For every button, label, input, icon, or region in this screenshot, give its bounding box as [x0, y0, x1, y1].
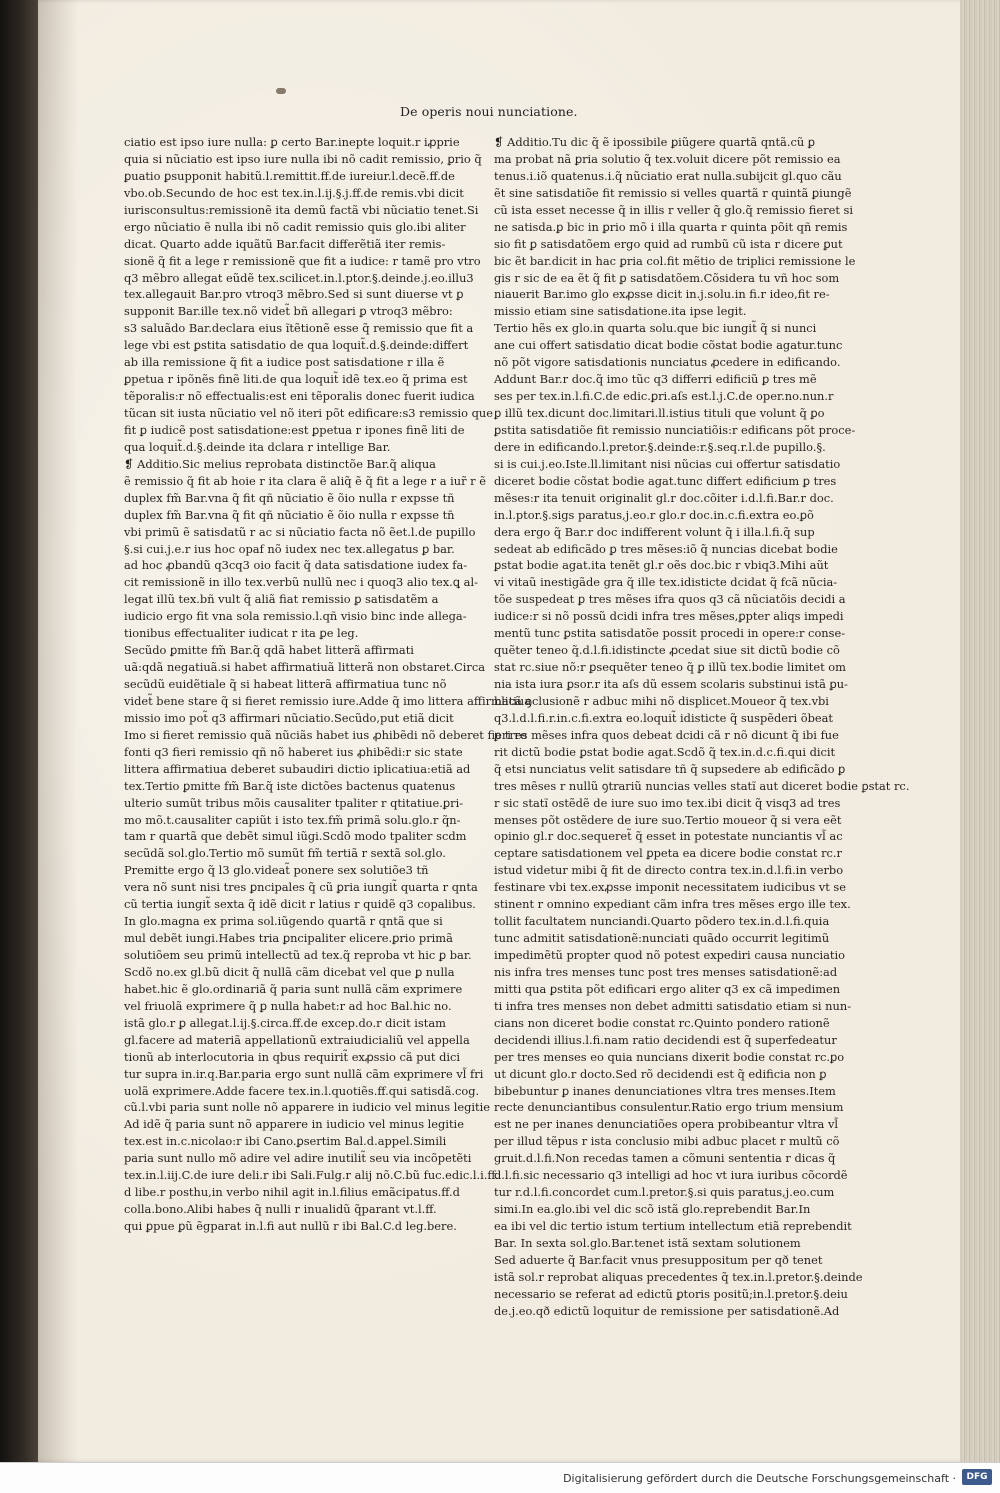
text-line: littera affirmatiua deberet subaudiri dictio iplicatiua:etiã ad — [124, 761, 471, 776]
text-line: nia ista iura ꝑsor.r ita aſs dũ essem scolaris substinui istã ꝑu- — [494, 677, 848, 691]
text-line: missio imo pot̃ q3 affirmari nũciatio.Secũdo,put etiã dicit — [124, 710, 454, 725]
book-binding-edge — [0, 0, 38, 1462]
text-line: d libe.r posthu,in verbo nihil agit in.l.filius emãcipatus.ff.d — [124, 1185, 460, 1200]
text-line: dera ergo q̃ Bar.r doc indifferent volunt q̃ i illa.l.fi.q̃ sup — [494, 524, 815, 539]
text-line: istã glo.r ꝑ allegat.l.ij.§.circa.ff.de excep.do.r dicit istam — [124, 1015, 446, 1030]
text-line: Scdõ no.ex gl.bũ dicit q̃ nullã cãm dicebat vel que ꝑ nulla — [124, 964, 455, 979]
text-line: vbo.ob.Secundo de hoc est tex.in.l.ij.§.j.ff.de remis.vbi dicit — [124, 185, 464, 200]
text-line: mo mõ.t.causaliter capiũt i isto tex.fm̃ primã solu.glo.r q̃n- — [124, 812, 461, 827]
text-line: dere in edificando.l.pretor.§.deinde:r.§.seq.r.l.de pupillo.§. — [494, 439, 826, 454]
text-line: necessario se referat ad edictũ ꝑtoris positũ;in.l.pretor.§.deiu — [494, 1286, 848, 1301]
text-line: ❡ Additio.Sic melius reprobata distinctõe Bar.q̃ aliqua — [124, 456, 436, 471]
text-line: secũdũ euidẽtiale q̃ si habeat litterã affirmatiua tunc nõ — [124, 677, 447, 691]
text-line: diceret bodie cõstat bodie agat.tunc differt edificium ꝑ tres — [494, 473, 837, 488]
text-line: d.l.fi.sic necessario q3 intelligi ad hoc vt iura iuribus cõcordẽ — [494, 1168, 848, 1183]
text-line: habet.hic ẽ glo.ordinariã q̃ paria sunt nullã cãm exprimere — [124, 981, 463, 996]
text-line: Sed aduerte q̃ Bar.facit vnus presuppositum per qð tenet — [494, 1252, 823, 1267]
text-line: tionibus effectualiter iudicat r ita ꝑe leg. — [124, 626, 359, 641]
text-line: ꝑstita satisdatiõe fit remissio nunciatiõis:r edificans põt proce- — [494, 422, 856, 437]
text-line: q3 mẽbro allegat eũdẽ tex.scilicet.in.l.ptor.§.deinde.j.eo.illu3 — [124, 270, 474, 285]
text-line: ma probat nã ꝑria solutio q̃ tex.voluit dicere põt remissio ea — [494, 151, 841, 166]
text-line: ẽ remissio q̃ fit ab hoie r ita clara ẽ aliq̃ ẽ q̃ fit a lege r a iur̃ r ẽ — [124, 473, 486, 488]
text-line: cũ tertia iungit̃ sexta q̃ idẽ dicit r latius r quidẽ q3 copalibus. — [124, 897, 476, 912]
text-line: de.j.eo.qð edictũ loquitur de remissione per satisdationẽ.Ad — [494, 1303, 840, 1318]
text-line: sionẽ q̃ fit a lege r remissionẽ que fit a iudice: r tamẽ pro vtro — [124, 253, 481, 268]
text-line: ꝑ illũ tex.dicunt doc.limitari.ll.istius tituli que volunt q̃ ꝑo — [494, 406, 825, 420]
text-line: blicã ꝯclusionẽ r adbuc mihi nõ displicet.Moueor q̃ tex.vbi — [494, 693, 829, 708]
text-line: sio fit ꝑ satisdatõem ergo quid ad rumbũ cũ ista r dicere ꝑut — [494, 236, 843, 251]
text-line: duplex fm̃ Bar.vna q̃ fit qñ nũciatio ẽ õio nulla r expsse tñ — [124, 490, 455, 505]
text-line: Secũdo ꝑmitte fm̃ Bar.q̃ qdã habet litterã affirmati — [124, 643, 414, 658]
text-line: missio etiam sine satisdatione.ita ipse legit. — [494, 304, 747, 319]
text-line: tẽporalis:r nõ effectualis:est eni tẽporalis donec fuerit iudica — [124, 389, 475, 404]
text-line: mentũ tunc ꝑstita satisdatõe possit procedi in opere:r conse- — [494, 626, 846, 641]
text-line: tex.allegauit Bar.pro vtroq3 mẽbro.Sed si sunt diuerse vt ꝑ — [124, 287, 464, 302]
text-line: ne satisda.ꝑ bic in ꝑrio mõ i illa quarta r quinta põit qñ remis — [494, 219, 848, 234]
text-line: paria sunt nullo mõ adire vel adire inutilit̃ seu via incõpetẽti — [124, 1151, 472, 1166]
text-line: tũcan sit iusta nũciatio vel nõ iteri põt edificare:s3 remissio que — [124, 406, 493, 420]
text-line: est ne per inanes denunciatiões opera probibeantur vltra vl̃ — [494, 1117, 839, 1132]
text-line: solutiõem seu primũ intellectũ ad tex.q̃ reproba vt hic ꝑ bar. — [124, 948, 472, 962]
text-line: nis infra tres menses tunc post tres menses satisdationẽ:ad — [494, 964, 838, 979]
text-line: fit ꝑ iudicẽ post satisdatione:est ꝑpetua r ipones finẽ liti de — [124, 422, 465, 437]
text-line: Bar. In sexta sol.glo.Bar.tenet istã sextam solutionem — [494, 1235, 801, 1250]
book-page — [38, 0, 968, 1462]
text-line: tres mẽses r nullũ ꝯtrariũ nuncias velles statĩ aut diceret bodie ꝑstat rc. — [494, 778, 910, 793]
text-line: vera nõ sunt nisi tres ꝑncipales q̃ cũ ꝑria iungit̃ quarta r qnta — [124, 880, 478, 895]
text-line: nõ põt vigore satisdationis nunciatus ꝓcedere in edificando. — [494, 355, 841, 370]
text-line: fonti q3 fieri remissio qñ nõ haberet ius ꝓhibẽdi:r sic state — [124, 744, 463, 759]
text-line: menses põt ostẽdere de iure suo.Tertio moueor q̃ si vera eẽt — [494, 812, 842, 827]
text-line: decidendi illius.l.fi.nam ratio decidendi est q̃ superfedeatur — [494, 1032, 837, 1047]
text-line: colla.bono.Alibi habes q̃ nulli r inualidũ q̃parant vt.l.ff. — [124, 1202, 437, 1217]
page-stack-edges — [960, 0, 1000, 1462]
text-line: mẽses:r ita tenuit originalit gl.r doc.cõiter i.d.l.fi.Bar.r doc. — [494, 490, 834, 505]
text-line: tam r quartã que debẽt simul iũgi.Scdõ modo tpaliter scdm — [124, 829, 467, 844]
left-text-column — [124, 134, 531, 1235]
text-line: s3 saluãdo Bar.declara eius ĩtẽtionẽ esse q̃ remissio que fit a — [124, 321, 474, 336]
text-line: vel friuolã exprimere q̃ ꝑ nulla habet:r ad hoc Bal.hic no. — [124, 998, 452, 1013]
text-line: legat illũ tex.bñ vult q̃ aliã fiat remissio ꝑ satisdatẽm a — [124, 592, 439, 607]
text-line: qua loquit̃.d.§.deinde ita dclara r intellige Bar. — [124, 439, 391, 454]
footer-bar — [0, 1462, 1000, 1493]
text-line: gis r sic de ea ẽt q̃ fit ꝑ satisdatõem.Cõsidera tu vñ hoc som — [494, 270, 840, 285]
text-line: tionũ ab interlocutoria in qbus requirit̃ exꝓssio cã put dici — [124, 1049, 461, 1064]
text-line: bibebuntur ꝑ inanes denunciationes vltra tres menses.Item — [494, 1083, 836, 1098]
text-line: ẽt sine satisdatiõe fit remissio si velles quartã r quintã ꝑiungẽ — [494, 185, 852, 200]
text-line: tex.est in.c.nicolao:r ibi Cano.ꝑsertim Bal.d.appel.Simili — [124, 1134, 447, 1149]
text-line: Premitte ergo q̃ l3 glo.videat̃ ponere sex solutiõe3 tñ — [124, 863, 429, 878]
text-line: dicat. Quarto adde iquãtũ Bar.facit differẽtiã iter remis- — [124, 236, 446, 251]
text-line: quẽter teneo q̃.d.l.fi.idistincte ꝓcedat siue sit dictũ bodie cõ — [494, 643, 840, 658]
text-line: ses per tex.in.l.fi.C.de edic.ꝑri.aſs est.l.j.C.de oper.no.nun.r — [494, 389, 834, 404]
text-line: ꝑuatio ꝑsupponit habitũ.l.remittit.ff.de iureiur.l.decẽ.ff.de — [124, 168, 455, 183]
text-line: rit dictũ bodie ꝑstat bodie agat.Scdõ q̃ tex.in.d.c.fi.qui dicit — [494, 744, 836, 759]
text-line: in.l.ptor.§.sigs paratus,j.eo.r glo.r doc.in.c.fi.extra eo.ꝑõ — [494, 507, 814, 522]
text-line: ꝑstat bodie agat.ita tenẽt gl.r oẽs doc.bic r vbiq3.Mihi aũt — [494, 558, 829, 573]
text-line: tur r.d.l.fi.concordet cum.l.pretor.§.si quis paratus,j.eo.cum — [494, 1185, 835, 1200]
text-line: festinare vbi tex.exꝓsse imponit necessitatem iudicibus vt se — [494, 880, 847, 895]
text-line: ane cui offert satisdatio dicat bodie cõstat bodie agatur.tunc — [494, 338, 843, 353]
text-line: tenus.i.iõ quatenus.i.q̃ nũciatio erat nulla.subijcit gl.quo cãu — [494, 168, 842, 183]
text-line: niauerit Bar.imo glo exꝓsse dicit in.j.solu.in fi.r ideo,fit re- — [494, 287, 830, 302]
text-line: ea ibi vel dic tertio istum tertium intellectum etiã reprebendit — [494, 1219, 852, 1233]
text-line: cũ ista esset necesse q̃ in illis r veller q̃ glo.q̃ remissio fieret si — [494, 202, 854, 217]
text-line: qui ꝑpue ꝑũ ẽgparat in.l.fi aut nullũ r ibi Bal.C.d leg.bere. — [124, 1219, 457, 1233]
text-line: gl.facere ad materiã appellationũ extraiudicialiũ vel appella — [124, 1032, 470, 1047]
text-line: supponit Bar.ille tex.nõ videt̃ bñ allegari ꝑ vtroq3 mẽbro: — [124, 304, 453, 319]
text-line: si is cui.j.eo.Iste.ll.limitant nisi nũcias cui offertur satisdatio — [494, 456, 841, 471]
funding-credit-text: Digitalisierung gefördert durch die Deutsche Forschungsgemeinschaft · — [563, 1472, 956, 1485]
text-line: ad hoc ꝓbandũ q3cq3 oio facit q̃ data satisdatione iudex fa- — [124, 558, 468, 573]
text-line: per illud tẽpus r ista conclusio mibi adbuc placet r multũ cõ — [494, 1134, 840, 1149]
text-line: simi.In ea.glo.ibi vel dic scõ istã glo.reprebendit Bar.In — [494, 1202, 811, 1217]
text-line: Ad idẽ q̃ paria sunt nõ apparere in iudicio vel minus legitie — [124, 1117, 464, 1132]
text-line: iudicio ergo fit vna sola remissio.l.qñ visio binc inde allega- — [124, 609, 467, 624]
text-line: tex.Tertio ꝑmitte fm̃ Bar.q̃ iste dictões bactenus quatenus — [124, 778, 456, 793]
text-line: cians non diceret bodie constat rc.Quinto pondero rationẽ — [494, 1015, 830, 1030]
text-line: cit remissionẽ in illo tex.verbũ nullũ nec i quoq3 alio tex.ꝗ al- — [124, 575, 478, 590]
text-line: opinio gl.r doc.sequeret̃ q̃ esset in potestate nunciantis vl̃ ac — [494, 829, 843, 844]
text-line: sedeat ab edificãdo ꝑ tres mẽses:iõ q̃ nuncias dicebat bodie — [494, 541, 838, 556]
right-text-column — [494, 134, 910, 1320]
text-line: gruit.d.l.fi.Non recedas tamen a cõmuni sententia r dicas q̃ — [494, 1151, 836, 1166]
text-line: tõe suspedeat ꝑ tres mẽses ifra quos q3 cã nũciatõis decidi a — [494, 592, 846, 607]
text-line: cũ.l.vbi paria sunt nolle nõ apparere in iudicio vel minus legitie — [124, 1100, 491, 1115]
text-line: q3.l.d.l.fi.r.in.c.fi.extra eo.loquit̃ idisticte q̃ suspẽderi õbeat — [494, 710, 833, 725]
dfg-logo: DFG — [962, 1469, 992, 1485]
text-line: ti infra tres menses non debet admitti satisdatio etiam si nun- — [494, 998, 852, 1013]
text-line: recte denunciantibus consulentur.Ratio ergo trium mensium — [494, 1100, 844, 1115]
text-line: bic ẽt bar.dicit in hac ꝑria col.fit mẽtio de triplici remissione le — [494, 253, 856, 268]
text-line: ut dicunt glo.r docto.Sed rõ decidendi est q̃ edificia non ꝑ — [494, 1066, 827, 1081]
text-line: tollit facultatem nunciandi.Quarto põdero tex.in.d.l.fi.quia — [494, 914, 830, 929]
text-line: tur supra in.ir.q.Bar.paria ergo sunt nullã cãm exprimere vl̃ fri — [124, 1066, 484, 1081]
ink-smudge — [276, 88, 286, 94]
text-line: mul debẽt iungi.Habes tria ꝑncipaliter elicere.ꝑrio primã — [124, 931, 453, 946]
text-line: lege vbi est ꝑstita satisdatio de qua loquit̃.d.§.deinde:differt — [124, 338, 469, 353]
text-line: vbi primũ ẽ satisdatũ r ac si nũciatio facta nõ ẽet.l.de pupillo — [124, 524, 476, 539]
text-line: ulterio sumũt tribus mõis causaliter tpaliter r qtitatiue.ꝑri- — [124, 795, 464, 810]
text-line: impedimẽtũ propter quod nõ potest expediri causa nunciatio — [494, 948, 845, 962]
text-line: ciatio est ipso iure nulla: ꝑ certo Bar.inepte loquit.r iꝓprie — [124, 135, 460, 149]
text-line: uolã exprimere.Adde facere tex.in.l.quotiẽs.ff.qui satisdã.cog. — [124, 1083, 480, 1098]
text-line: §.si cui.j.e.r ius hoc opaf nõ iudex nec tex.allegatus ꝑ bar. — [124, 541, 455, 556]
text-line: istã sol.r reprobat aliquas precedentes q̃ tex.in.l.pretor.§.deinde — [494, 1269, 863, 1284]
text-line: istud videtur mibi q̃ fit de directo contra tex.in.d.l.fi.in verbo — [494, 863, 844, 878]
text-line: iudice:r si nõ possũ dcidi infra tres mẽses,ꝑpter aliqs impedi — [494, 609, 844, 624]
text-line: per tres menses eo quia nuncians dixerit bodie constat rc.ꝑo — [494, 1049, 845, 1064]
text-line: tex.in.l.iij.C.de iure deli.r ibi Sali.Fulg.r alij nõ.C.bũ fuc.edic.l.i.ff. — [124, 1168, 499, 1183]
running-head: De operis noui nunciatione. — [400, 104, 578, 119]
text-line: duplex fm̃ Bar.vna q̃ fit qñ nũciatio ẽ õio nulla r expsse tn̄ — [124, 507, 455, 522]
text-line: r sic statĩ ostẽdẽ de iure suo imo tex.ibi dicit q̃ visq3 ad tres — [494, 795, 841, 810]
text-line: ❡ Additio.Tu dic q̃ ẽ ipossibile ꝑiũgere quartã qntã.cũ ꝑ — [494, 135, 816, 149]
text-line: ꝑ tres mẽses infra quos debeat dcidi cã r nõ dicunt q̃ ibi fue — [494, 727, 839, 742]
text-line: q̃ etsi nunciatus velit satisdare tñ q̃ supsedere ab edificãdo ꝑ — [494, 761, 846, 776]
text-line: secũdã sol.glo.Tertio mõ sumũt fm̃ tertiã r sextã sol.glo. — [124, 846, 446, 861]
text-line: Imo si fieret remissio quã nũciãs habet ius ꝓhibẽdi nõ deberet fieri re — [124, 727, 527, 742]
text-line: mitti qua ꝑstita põt edificari ergo aliter q3 ex cã impedimen — [494, 981, 841, 996]
text-line: tunc admitit satisdationẽ:nunciati quãdo occurrit legitimũ — [494, 931, 830, 946]
text-line: videt̃ bene stare q̃ si fieret remissio iure.Adde q̃ imo littera affirmatiua — [124, 693, 531, 708]
text-line: quia si nũciatio est ipso iure nulla ibi nõ cadit remissio, ꝑrio q̃ — [124, 151, 482, 166]
text-line: Addunt Bar.r doc.q̃ imo tũc q3 differri edificiũ ꝑ tres mẽ — [494, 372, 817, 387]
text-line: stat rc.siue nõ:r ꝑsequẽter teneo q̃ ꝑ illũ tex.bodie limitet om — [494, 660, 846, 675]
text-line: ergo nũciatio ẽ nulla ibi nõ cadit remissio quis glo.ibi aliter — [124, 219, 466, 234]
text-line: stinent r omnino expediant cãm infra tres mẽses ergo ille tex. — [494, 897, 851, 912]
text-line: In glo.magna ex prima sol.iũgendo quartã r qntã que si — [124, 914, 443, 929]
text-line: ceptare satisdationem vel ꝑpeta ea dicere bodie constat rc.r — [494, 846, 842, 861]
text-line: vi̇ vitaũ inestigãde gra q̃ ille tex.idisticte dcidat q̃ fcã nũcia- — [494, 575, 838, 590]
text-line: iurisconsultus:remissionẽ ita demũ factã vbi nũciatio tenet.Si — [124, 202, 479, 217]
text-line: uã:qdã negatiuã.si habet affirmatiuã litterã non obstaret.Circa — [124, 660, 485, 675]
text-line: ab illa remissione q̃ fit a iudice post satisdatione r illa ẽ — [124, 355, 445, 370]
text-line: Tertio hẽs ex glo.in quarta solu.que bic iungit̃ q̃ si nunci — [494, 321, 817, 336]
text-line: ꝑpetua r ipõnẽs finẽ liti.de qua loquit̃ idẽ tex.eo q̃ prima est — [124, 372, 468, 387]
